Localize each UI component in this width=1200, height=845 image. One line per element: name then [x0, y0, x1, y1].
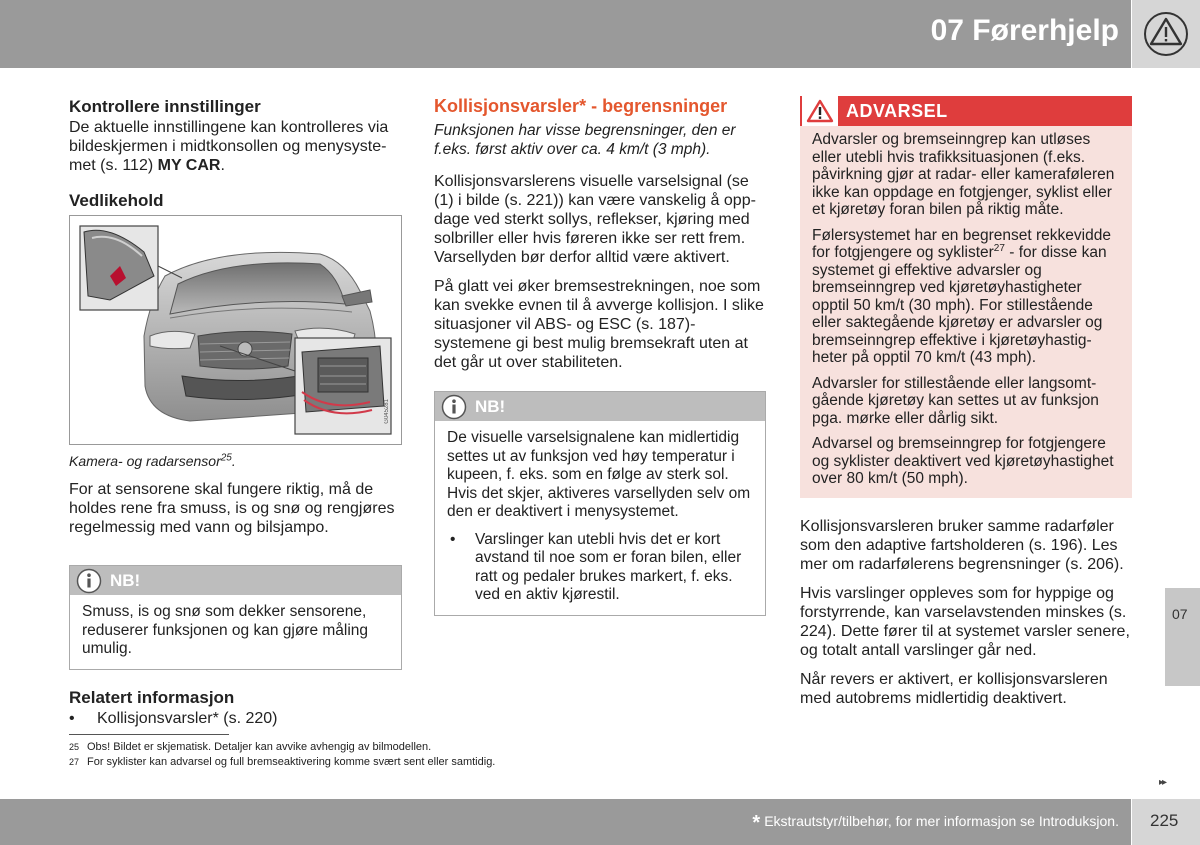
- warning-p2: [812, 227, 1120, 367]
- nb-bullet-item: [447, 531, 753, 605]
- footnote-27: [69, 756, 495, 769]
- warning-p2-text: Følersystemet har en begrenset rekkevidde for fotgjengere og syklister: [812, 226, 1111, 261]
- car-front-illustration: [70, 216, 402, 445]
- para-reverse: Når revers er aktivert, er kollisjonsvarsleren med autobrems midlertidig deaktivert.: [800, 670, 1108, 707]
- heading-kontrollere: Kontrollere innstillinger: [69, 97, 261, 116]
- heading-vedlikehold: Vedlikehold: [69, 191, 164, 210]
- nb-text: De visuelle varselsignalene kan midlertidig settes ut av funksjon ved høy temperatur i kupeen, f. eks. som en følge av sterk sol. Hvis det skjer, aktiveres varsellyden selv om den er deaktivert i menysystemet.: [447, 429, 751, 520]
- warning-triangle-icon: [806, 99, 834, 123]
- nb-header: [435, 392, 765, 421]
- nb-bullet-text: Varslinger kan utebli hvis det er kort avstand til noe som er foran bilen, eller ratt og pedaler brukes markert, f. eks. ved en aktiv kjørestil.: [475, 530, 742, 603]
- footnote-divider: [69, 734, 229, 735]
- footnote-text: For syklister kan advarsel og full bremseaktivering komme svært sent eller samtidig.: [87, 756, 496, 768]
- para-visual-signal: Kollisjonsvarslerens visuelle varselsignal (se (1) i bilde (s. 221)) kan være vanskelig å oppdage ved sterkt sollys, reflekser, kjøring med solbriller eller hvis føreren ikke ser rett frem. Varsellyden bør derfor alltid være aktivert.: [434, 173, 756, 266]
- footnote-number: 25: [69, 742, 80, 752]
- chapter-side-tab[interactable]: [1165, 588, 1200, 686]
- footnote-ref-27[interactable]: 27: [993, 242, 1005, 254]
- section-heading-limitations: Kollisjonsvarsler* - begrensninger: [434, 96, 728, 116]
- para-slippery-road: På glatt vei øker bremsestrekningen, noe som kan svekke evnen til å avverge kollisjon. I slike situasjoner vil ABS- og ESC (s. 187)-systemene gi best mulig bremsekraft uten at det går ut over stabiliteten.: [434, 278, 764, 371]
- warning-p2-tail: - for disse kan systemet gi effektive advarsler og bremseinngrep ved kjøretøyhastigheter opptil 50 km/t (30 mph). For stillestående eller saktegående kjøretøy er advarsler og bremseinngrep effektive i kjøretøyhastigheter på opptil 70 km/t (43 mph).: [812, 244, 1107, 366]
- chapter-header: [0, 0, 1131, 68]
- footer-note: [752, 812, 1119, 835]
- footer-note-text: Ekstrautstyr/tilbehør, for mer informasjon se Introduksjon.: [764, 813, 1119, 829]
- warning-p4: Advarsel og bremseinngrep for fotgjengere og syklister deaktivert ved kjøretøyhastighet over 80 km/t (50 mph).: [812, 435, 1114, 487]
- figure-caption-end: .: [231, 453, 236, 469]
- warning-box: [800, 96, 1132, 498]
- info-icon: [76, 568, 102, 594]
- column-left: [69, 97, 402, 728]
- page-footer: [0, 799, 1131, 845]
- related-list-item[interactable]: [69, 709, 402, 728]
- warning-icon-box: [802, 96, 838, 126]
- bullet: •: [450, 530, 456, 548]
- para-kontrollere: [69, 118, 402, 175]
- sensor-illustration: [69, 215, 402, 445]
- next-page-icon[interactable]: ▸▸: [1159, 777, 1166, 788]
- figure-caption: [69, 452, 402, 471]
- warning-body: [800, 126, 1132, 498]
- bullet: •: [69, 709, 75, 727]
- nb-label: NB!: [110, 571, 141, 590]
- nb-label: NB!: [475, 397, 506, 416]
- related-link[interactable]: Kollisjonsvarsler* (s. 220): [97, 709, 278, 727]
- para-radar: Kollisjonsvarsleren bruker samme radarføler som den adaptive fartsholderen (s. 196). Les mer om radarfølerens begrensninger (s. 206).: [800, 517, 1124, 573]
- column-middle: [434, 95, 766, 616]
- section-subtitle: Funksjonen har visse begrensninger, den er f.eks. først aktiv over ca. 4 km/t (3 mph).: [434, 122, 736, 158]
- warning-p1: Advarsler og bremseinngrep kan utløses eller utebli hvis trafikksituasjonen (f.eks. påvirkning gjør at radar- eller kameraføleren ikke kan oppdage en fotgjenger, syklist eller et kjøretøy foran bilen på riktig måte.: [812, 131, 1115, 218]
- warning-triangle-icon: [1143, 11, 1189, 57]
- para-frequency: Hvis varslinger oppleves som for hyppige og forstyrrende, kan varselavstenden minskes (s. 224). Dette fører til at systemet varsler senere, og totalt antall varslinger går ned.: [800, 584, 1130, 659]
- page-number: 225: [1150, 811, 1179, 830]
- footnote-number: 27: [69, 757, 80, 767]
- footnote-25: [69, 741, 431, 754]
- info-icon: [441, 394, 467, 420]
- page-number-box: [1132, 799, 1200, 845]
- footnote-ref-25[interactable]: 25: [220, 452, 232, 464]
- column-right: [800, 96, 1132, 708]
- chapter-tab-label: 07: [1172, 606, 1188, 622]
- warning-p3: Advarsler for stillestående eller langsomtgående kjøretøy kan settes ut av funksjon pga. mørke eller dårlig sikt.: [812, 374, 1099, 427]
- nb-box-visual: [434, 391, 766, 616]
- warning-label: ADVARSEL: [846, 100, 948, 121]
- nb-box-sensors: [69, 565, 402, 670]
- para-kontrollere-text: De aktuelle innstillingene kan kontrolleres via bildeskjermen i midtkonsollen og menysystemet (s. 112): [69, 119, 389, 174]
- nb-header: [70, 566, 401, 595]
- chapter-icon-box: [1132, 0, 1200, 68]
- warning-header: [800, 96, 1132, 126]
- figure-caption-text: Kamera- og radarsensor: [69, 453, 221, 469]
- asterisk: *: [752, 812, 761, 834]
- my-car-label: MY CAR: [157, 157, 221, 174]
- footnote-text: Obs! Bildet er skjematisk. Detaljer kan avvike avhengig av bilmodellen.: [87, 741, 432, 753]
- para-kontrollere-end: .: [220, 157, 225, 174]
- nb-text: Smuss, is og snø som dekker sensorene, reduserer funksjonen og kan gjøre måling umulig.: [82, 603, 369, 657]
- figure-code: G045281: [384, 399, 390, 424]
- nb-body: [435, 421, 765, 615]
- chapter-title: 07 Førerhjelp: [930, 14, 1119, 47]
- para-sensors-clean: For at sensorene skal fungere riktig, må de holdes rene fra smuss, is og snø og rengjøres regelmessig med vann og bilsjampo.: [69, 481, 395, 536]
- heading-related: Relatert informasjon: [69, 687, 235, 707]
